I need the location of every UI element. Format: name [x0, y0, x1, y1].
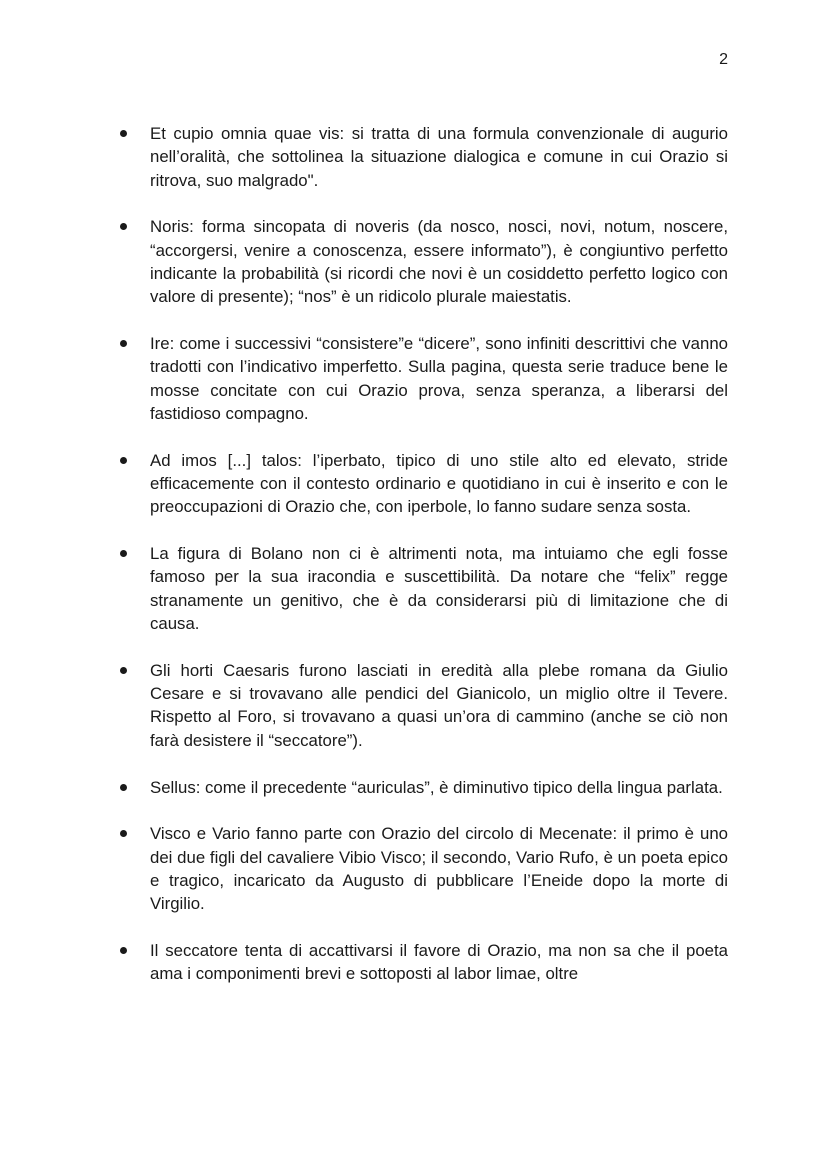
bullet-icon [120, 223, 127, 230]
bullet-icon [120, 340, 127, 347]
note-text: Et cupio omnia quae vis: si tratta di una formula convenzionale di augurio nell’oralità, che sottolinea la situazione dialogica e comune in cui Orazio si ritrova, suo malgrado". [150, 124, 728, 190]
note-item [0, 122, 828, 192]
note-item [0, 939, 828, 986]
note-text: La figura di Bolano non ci è altrimenti nota, ma intuiamo che egli fosse famoso per la sua iracondia e suscettibilità. Da notare che “felix” regge stranamente un genitivo, che è da considerarsi più di limitazione che di causa. [150, 544, 728, 634]
note-text: Ad imos [...] talos: l’iperbato, tipico di uno stile alto ed elevato, stride efficacemente con il contesto ordinario e quotidiano in cui è inserito e con le preoccupazioni di Orazio che, con iperbole, lo fanno sudare senza sosta. [150, 450, 728, 517]
bullet-icon [120, 667, 127, 674]
bullet-icon [120, 550, 127, 557]
bullet-icon [120, 830, 127, 837]
bullet-icon [120, 130, 127, 137]
page-number: 2 [719, 51, 728, 68]
notes-list [0, 122, 828, 1009]
note-text: Sellus: come il precedente “auriculas”, è diminutivo tipico della lingua parlata. [150, 777, 723, 797]
note-item [0, 822, 828, 915]
bullet-icon [120, 457, 127, 464]
note-item [0, 659, 828, 752]
bullet-icon [120, 784, 127, 791]
note-item [0, 332, 828, 425]
bullet-icon [120, 947, 127, 954]
note-text: Il seccatore tenta di accattivarsi il favore di Orazio, ma non sa che il poeta ama i componimenti brevi e sottoposti al labor limae, oltre [150, 941, 728, 984]
note-item [0, 449, 828, 519]
note-text: Visco e Vario fanno parte con Orazio del circolo di Mecenate: il primo è uno dei due figli del cavaliere Vibio Visco; il secondo, Vario Rufo, è un poeta epico e tragico, incaricato da Augusto di pubblicare l’Eneide dopo la morte di Virgilio. [150, 824, 728, 914]
note-item [0, 542, 828, 635]
note-text: Gli horti Caesaris furono lasciati in eredità alla plebe romana da Giulio Cesare e si trovavano alle pendici del Gianicolo, un miglio oltre il Tevere. Rispetto al Foro, si trovavano a quasi un’ora di cammino (anche se ciò non farà desistere il “seccatore”). [150, 660, 728, 750]
note-text: Ire: come i successivi “consistere”e “dicere”, sono infiniti descrittivi che vanno tradotti con l’indicativo imperfetto. Sulla pagina, questa serie traduce bene le mosse concitate con cui Orazio prova, senza speranza, a liberarsi del fastidioso compagno. [150, 334, 728, 423]
note-item [0, 215, 828, 308]
note-text: Noris: forma sincopata di noveris (da nosco, nosci, novi, notum, noscere, “accorgersi, venire a conoscenza, essere informato”), è congiuntivo perfetto indicante la probabilità (si ricordi che novi è un cosiddetto perfetto logico con valore di presente); “nos” è un ridicolo plurale maiestatis. [150, 217, 728, 307]
note-item [0, 776, 828, 799]
